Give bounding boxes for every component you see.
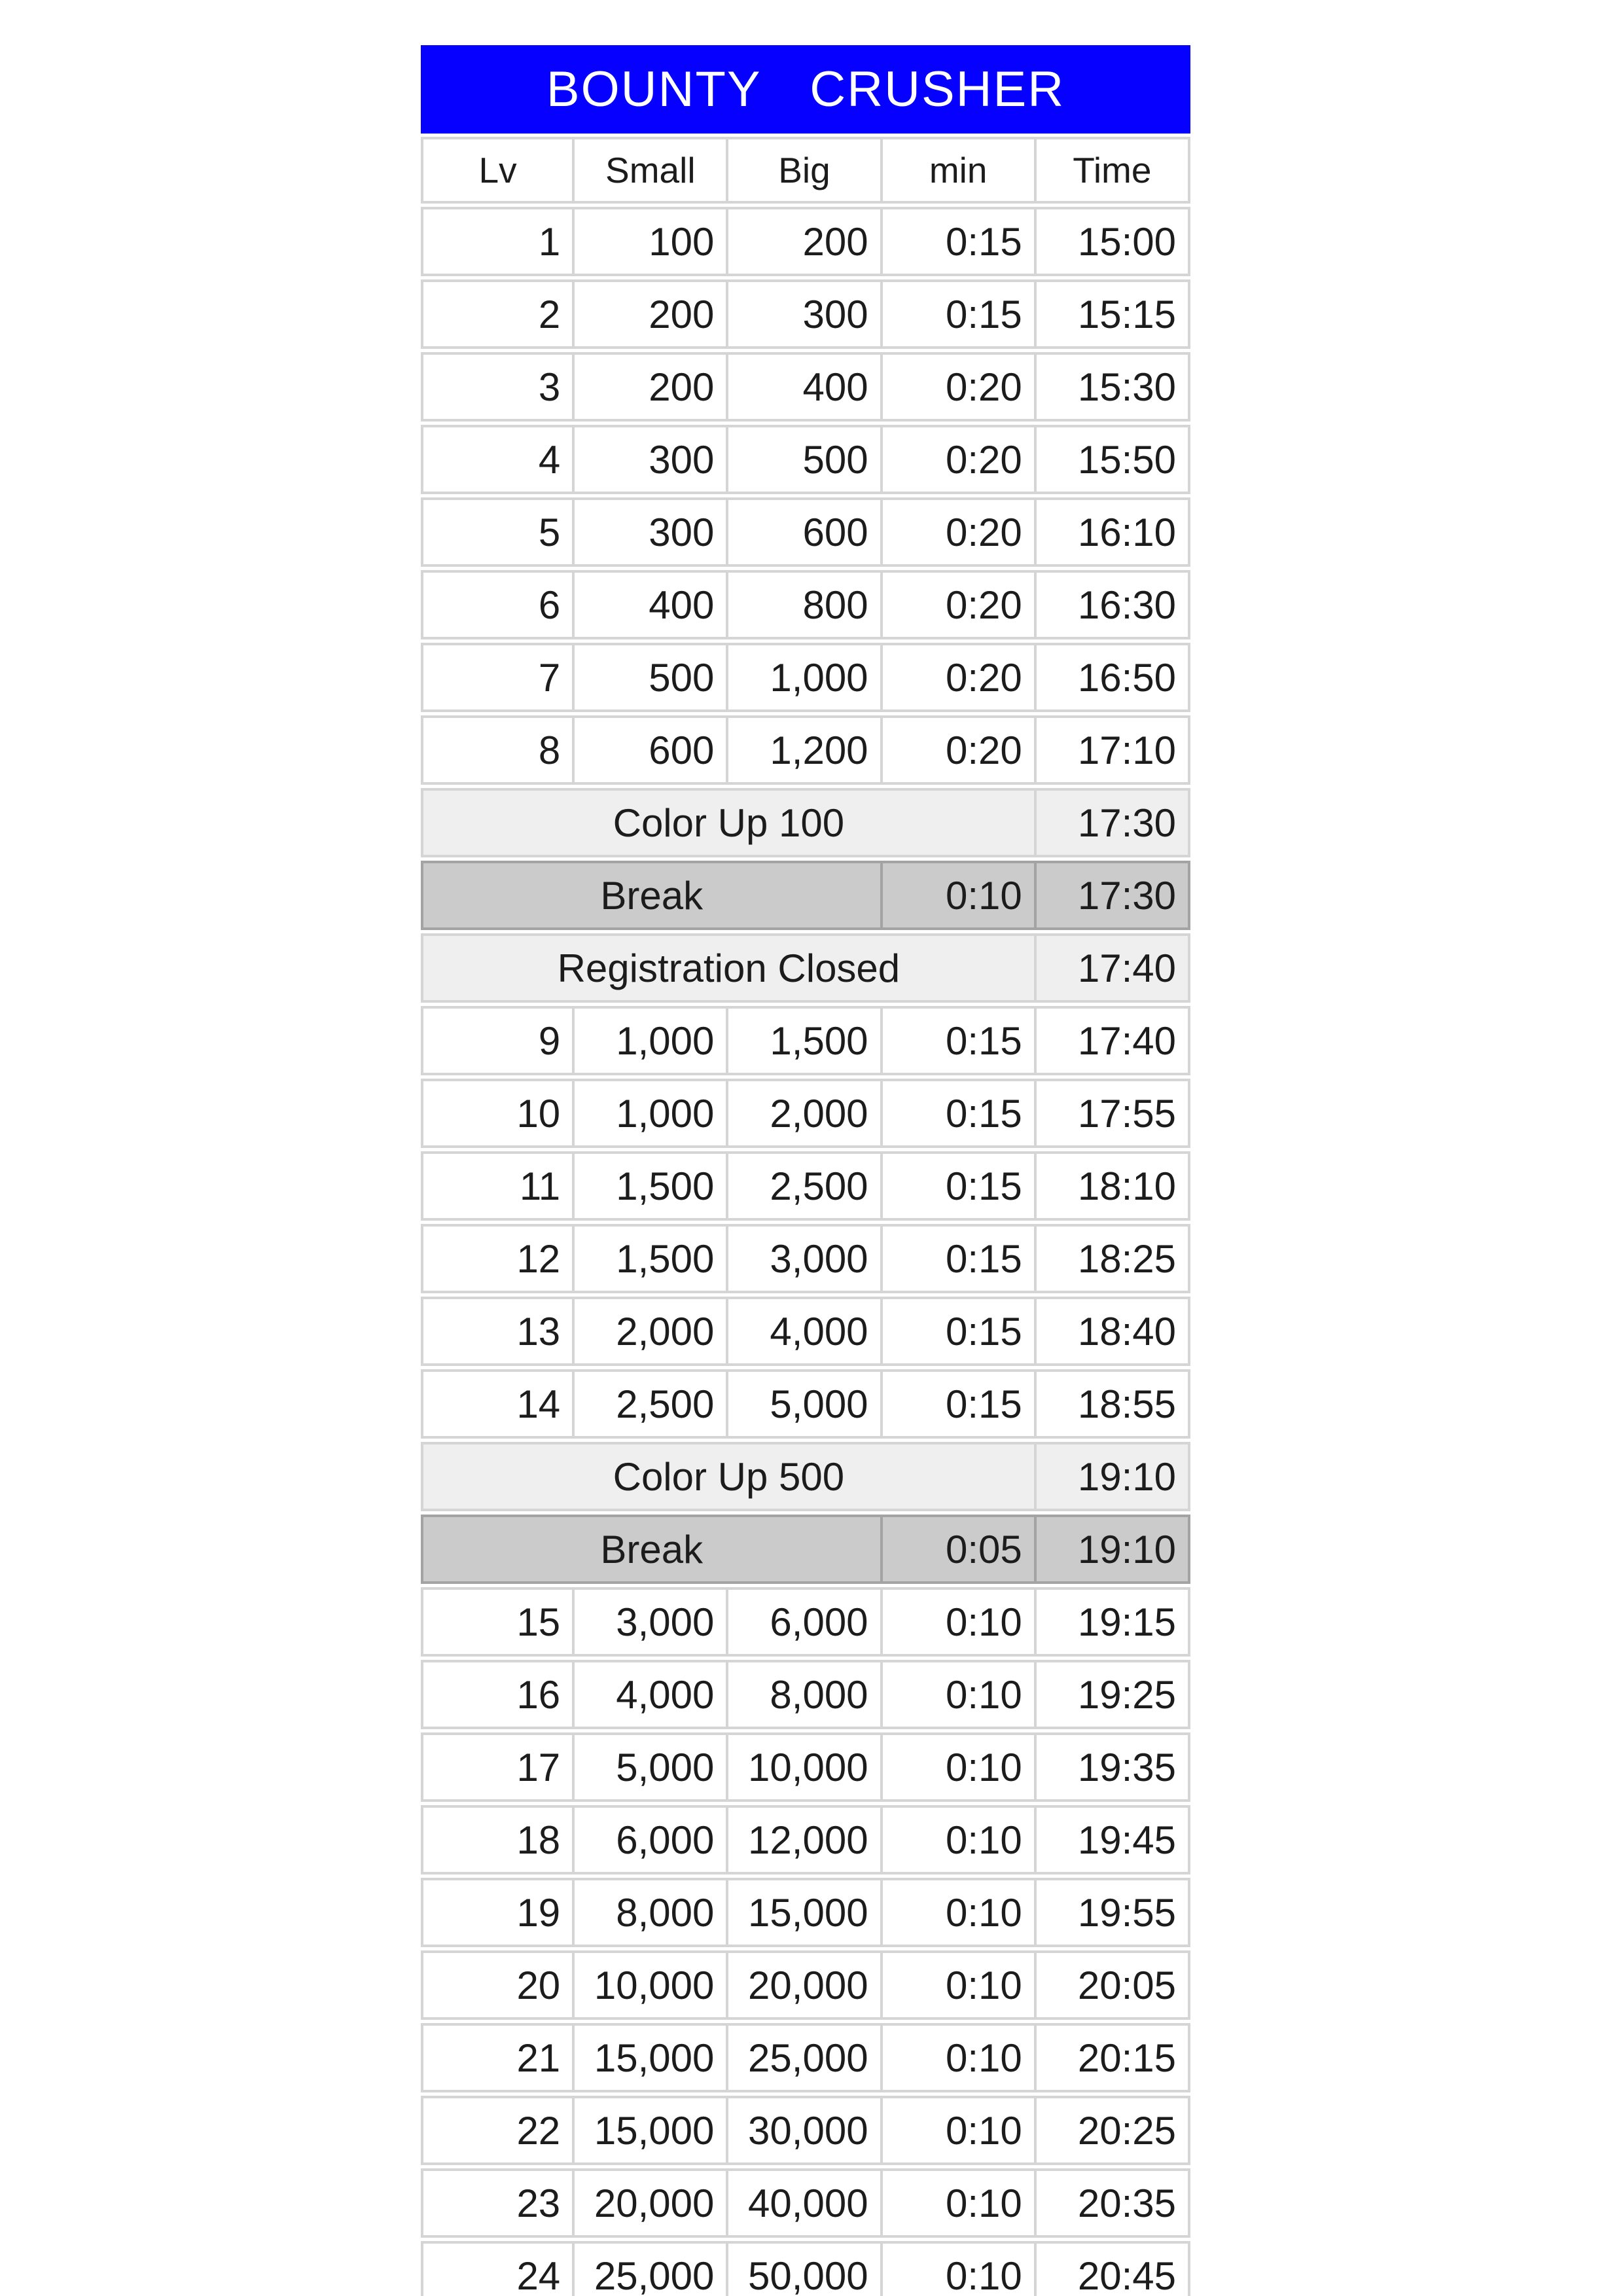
time-cell: 20:25 [1037,2096,1190,2165]
big-cell: 400 [728,352,882,422]
lv-cell: 19 [421,1878,575,1947]
big-cell: 15,000 [728,1878,882,1947]
lv-cell: 7 [421,643,575,712]
break-row [421,861,1190,930]
blind-structure-table [421,134,1190,2296]
level-row [421,279,1190,349]
small-cell: 400 [575,570,728,639]
small-cell: 5,000 [575,1732,728,1802]
min-cell: 0:10 [883,1587,1037,1657]
min-cell: 0:20 [883,352,1037,422]
time-cell: 18:40 [1037,1297,1190,1366]
min-cell: 0:15 [883,1369,1037,1439]
level-row [421,1006,1190,1075]
level-row [421,2023,1190,2092]
lv-cell: 23 [421,2168,575,2238]
level-row [421,1732,1190,1802]
level-row [421,1297,1190,1366]
lv-cell: 4 [421,425,575,494]
lv-cell: 18 [421,1805,575,1874]
min-cell: 0:15 [883,1297,1037,1366]
colorup-row [421,1442,1190,1511]
time-cell: 17:30 [1037,861,1190,930]
structure-table-body [421,207,1190,2296]
min-cell: 0:20 [883,570,1037,639]
lv-cell: 1 [421,207,575,276]
min-cell: 0:10 [883,1950,1037,2020]
time-cell: 19:35 [1037,1732,1190,1802]
big-cell: 1,500 [728,1006,882,1075]
level-row [421,207,1190,276]
big-cell: 2,000 [728,1079,882,1148]
lv-cell: 8 [421,715,575,785]
small-cell: 6,000 [575,1805,728,1874]
big-cell: 800 [728,570,882,639]
level-row [421,643,1190,712]
min-cell: 0:10 [883,1660,1037,1729]
big-cell: 8,000 [728,1660,882,1729]
big-cell: 12,000 [728,1805,882,1874]
lv-cell: 12 [421,1224,575,1293]
lv-cell: 5 [421,497,575,567]
big-cell: 10,000 [728,1732,882,1802]
big-cell: 2,500 [728,1151,882,1221]
min-cell: 0:15 [883,279,1037,349]
table-header-row [421,137,1190,204]
lv-cell: 17 [421,1732,575,1802]
col-header-lv: Lv [421,137,575,204]
level-row [421,352,1190,422]
min-cell: 0:10 [883,1805,1037,1874]
time-cell: 15:50 [1037,425,1190,494]
big-cell: 25,000 [728,2023,882,2092]
level-row [421,1805,1190,1874]
lv-cell: 6 [421,570,575,639]
big-cell: 600 [728,497,882,567]
time-cell: 17:55 [1037,1079,1190,1148]
min-cell: 0:15 [883,1224,1037,1293]
col-header-small: Small [575,137,728,204]
small-cell: 100 [575,207,728,276]
time-cell: 16:30 [1037,570,1190,639]
min-cell: 0:10 [883,2241,1037,2296]
min-cell: 0:20 [883,643,1037,712]
lv-cell: 21 [421,2023,575,2092]
big-cell: 4,000 [728,1297,882,1366]
small-cell: 500 [575,643,728,712]
level-row [421,1950,1190,2020]
small-cell: 200 [575,352,728,422]
time-cell: 19:15 [1037,1587,1190,1657]
colorup-label-cell: Color Up 500 [421,1442,1037,1511]
time-cell: 20:05 [1037,1950,1190,2020]
min-cell: 0:10 [883,1878,1037,1947]
lv-cell: 3 [421,352,575,422]
big-cell: 20,000 [728,1950,882,2020]
level-row [421,1587,1190,1657]
lv-cell: 20 [421,1950,575,2020]
time-cell: 20:35 [1037,2168,1190,2238]
lv-cell: 22 [421,2096,575,2165]
small-cell: 3,000 [575,1587,728,1657]
time-cell: 17:10 [1037,715,1190,785]
small-cell: 8,000 [575,1878,728,1947]
big-cell: 5,000 [728,1369,882,1439]
time-cell: 19:25 [1037,1660,1190,1729]
small-cell: 1,000 [575,1079,728,1148]
time-cell: 20:45 [1037,2241,1190,2296]
small-cell: 1,000 [575,1006,728,1075]
small-cell: 10,000 [575,1950,728,2020]
time-cell: 16:50 [1037,643,1190,712]
lv-cell: 2 [421,279,575,349]
min-cell: 0:10 [883,861,1037,930]
min-cell: 0:10 [883,2168,1037,2238]
time-cell: 15:30 [1037,352,1190,422]
level-row [421,2096,1190,2165]
small-cell: 25,000 [575,2241,728,2296]
big-cell: 6,000 [728,1587,882,1657]
time-cell: 17:40 [1037,1006,1190,1075]
small-cell: 300 [575,425,728,494]
min-cell: 0:10 [883,2023,1037,2092]
lv-cell: 13 [421,1297,575,1366]
time-cell: 20:15 [1037,2023,1190,2092]
small-cell: 1,500 [575,1151,728,1221]
small-cell: 2,500 [575,1369,728,1439]
break-row [421,1515,1190,1584]
big-cell: 30,000 [728,2096,882,2165]
time-cell: 15:15 [1037,279,1190,349]
small-cell: 300 [575,497,728,567]
registration-closed-label-cell: Registration Closed [421,933,1037,1003]
col-header-min: min [883,137,1037,204]
min-cell: 0:10 [883,2096,1037,2165]
col-header-time: Time [1037,137,1190,204]
page-title: BOUNTY CRUSHER [546,62,1065,117]
level-row [421,2241,1190,2296]
big-cell: 1,200 [728,715,882,785]
colorup-row [421,788,1190,857]
colorup-label-cell: Color Up 100 [421,788,1037,857]
time-cell: 19:45 [1037,1805,1190,1874]
level-row [421,1369,1190,1439]
time-cell: 17:40 [1037,933,1190,1003]
small-cell: 1,500 [575,1224,728,1293]
lv-cell: 16 [421,1660,575,1729]
time-cell: 19:10 [1037,1515,1190,1584]
level-row [421,2168,1190,2238]
big-cell: 50,000 [728,2241,882,2296]
level-row [421,1151,1190,1221]
time-cell: 15:00 [1037,207,1190,276]
lv-cell: 24 [421,2241,575,2296]
time-cell: 17:30 [1037,788,1190,857]
min-cell: 0:15 [883,1006,1037,1075]
small-cell: 600 [575,715,728,785]
time-cell: 18:55 [1037,1369,1190,1439]
time-cell: 18:25 [1037,1224,1190,1293]
big-cell: 40,000 [728,2168,882,2238]
small-cell: 4,000 [575,1660,728,1729]
big-cell: 300 [728,279,882,349]
small-cell: 200 [575,279,728,349]
level-row [421,1660,1190,1729]
big-cell: 3,000 [728,1224,882,1293]
big-cell: 500 [728,425,882,494]
level-row [421,1079,1190,1148]
lv-cell: 11 [421,1151,575,1221]
level-row [421,1224,1190,1293]
min-cell: 0:20 [883,715,1037,785]
time-cell: 18:10 [1037,1151,1190,1221]
time-cell: 19:55 [1037,1878,1190,1947]
lv-cell: 10 [421,1079,575,1148]
lv-cell: 14 [421,1369,575,1439]
small-cell: 2,000 [575,1297,728,1366]
level-row [421,715,1190,785]
small-cell: 20,000 [575,2168,728,2238]
level-row [421,570,1190,639]
level-row [421,1878,1190,1947]
lv-cell: 9 [421,1006,575,1075]
closed-row [421,933,1190,1003]
level-row [421,425,1190,494]
small-cell: 15,000 [575,2096,728,2165]
time-cell: 16:10 [1037,497,1190,567]
small-cell: 15,000 [575,2023,728,2092]
min-cell: 0:15 [883,1079,1037,1148]
min-cell: 0:05 [883,1515,1037,1584]
min-cell: 0:10 [883,1732,1037,1802]
time-cell: 19:10 [1037,1442,1190,1511]
min-cell: 0:15 [883,207,1037,276]
col-header-big: Big [728,137,882,204]
big-cell: 200 [728,207,882,276]
min-cell: 0:20 [883,497,1037,567]
big-cell: 1,000 [728,643,882,712]
break-label-cell: Break [421,1515,883,1584]
level-row [421,497,1190,567]
min-cell: 0:20 [883,425,1037,494]
min-cell: 0:15 [883,1151,1037,1221]
tournament-title-banner [421,45,1190,134]
break-label-cell: Break [421,861,883,930]
lv-cell: 15 [421,1587,575,1657]
